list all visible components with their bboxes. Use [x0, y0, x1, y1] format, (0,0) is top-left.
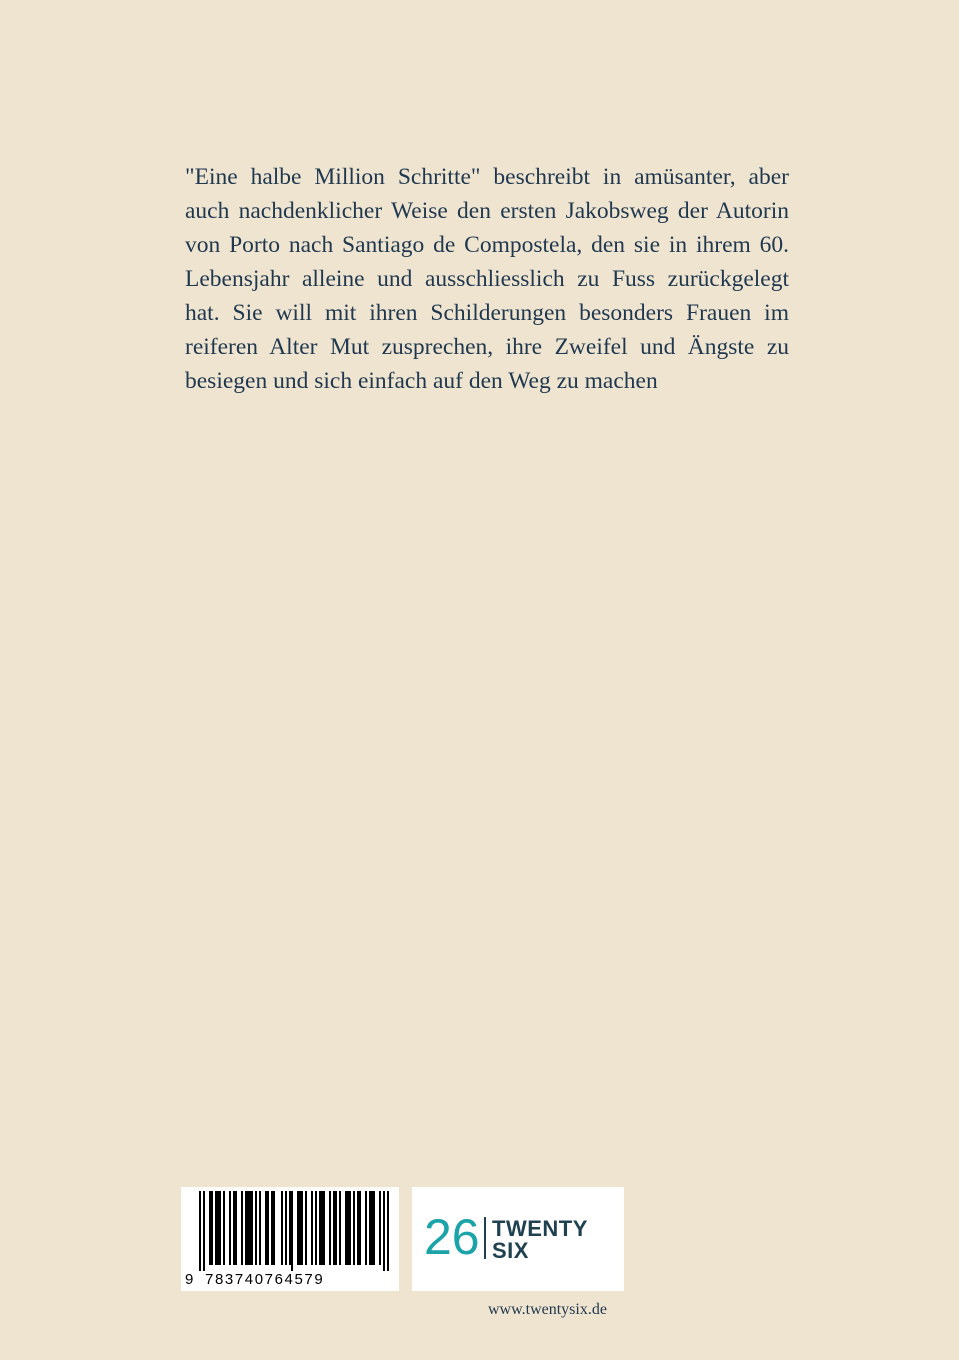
barcode-bar [209, 1191, 211, 1265]
barcode-bar [217, 1191, 219, 1265]
barcode-bar [271, 1191, 273, 1265]
logo-number: 26 [424, 1209, 480, 1265]
barcode-bar [215, 1191, 217, 1265]
barcode-bar [199, 1191, 201, 1271]
logo-divider [484, 1217, 486, 1259]
barcode-bar [259, 1191, 261, 1265]
barcode-bar [223, 1191, 225, 1265]
barcode-bar [281, 1191, 283, 1265]
barcode-bar [297, 1191, 299, 1265]
barcode-bar [387, 1191, 389, 1271]
barcode-bar [265, 1191, 267, 1265]
barcode-bar [203, 1191, 205, 1271]
barcode-bar [211, 1191, 213, 1265]
barcode-bar [301, 1191, 303, 1265]
barcode-bar [329, 1191, 331, 1265]
barcode-bar [235, 1191, 237, 1265]
barcode-bar [249, 1191, 251, 1265]
isbn-remaining-digits: 783740764579 [205, 1271, 325, 1288]
barcode-bar [219, 1191, 221, 1265]
barcode-bar [359, 1191, 361, 1265]
barcode-bar [373, 1191, 375, 1265]
logo-word-twenty: TWENTY [492, 1216, 588, 1241]
barcode-bar [383, 1191, 385, 1271]
publisher-website: www.twentysix.de [488, 1301, 607, 1318]
publisher-logo [412, 1187, 624, 1291]
barcode-bar [333, 1191, 335, 1265]
back-cover-blurb: "Eine halbe Million Schritte" beschreibt in amüsanter, aber auch nachdenklicher Weise den ersten Jakobsweg der Autorin von Porto nach Santiago de Compostela, den sie in ihrem 60. Lebensjahr alleine und ausschliesslich zu Fuss zurückgelegt hat. Sie will mit ihren Schilderungen besonders Frauen im reiferen Alter Mut zusprechen, ihre Zweifel und Ängste zu besiegen und sich einfach auf den Weg zu machen [185, 164, 789, 394]
barcode-bar [339, 1191, 341, 1265]
isbn-number [181, 1271, 399, 1289]
barcode-bar [349, 1191, 351, 1265]
barcode-bars [181, 1187, 399, 1271]
barcode-bar [369, 1191, 371, 1265]
barcode-bar [247, 1191, 249, 1265]
barcode-bar [315, 1191, 317, 1265]
barcode-bar [347, 1191, 349, 1265]
barcode-bar [267, 1191, 269, 1265]
barcode-bar [251, 1191, 253, 1265]
barcode-bar [345, 1191, 347, 1265]
isbn-first-digit: 9 [185, 1271, 195, 1288]
barcode-bar [305, 1191, 307, 1265]
barcode-bar [229, 1191, 231, 1265]
barcode-bar [245, 1191, 247, 1265]
barcode-bar [299, 1191, 301, 1265]
barcode-bar [335, 1191, 337, 1265]
barcode-bar [289, 1191, 291, 1265]
barcode-bar [241, 1191, 243, 1265]
barcode-bar [291, 1191, 293, 1271]
barcode-bar [371, 1191, 373, 1265]
barcode-bar [357, 1191, 359, 1265]
barcode-bar [255, 1191, 257, 1265]
isbn-barcode [181, 1187, 399, 1291]
barcode-bar [319, 1191, 321, 1265]
barcode-bar [233, 1191, 235, 1265]
barcode-bar [285, 1191, 287, 1265]
barcode-bar [321, 1191, 323, 1265]
barcode-bar [273, 1191, 275, 1265]
barcode-bar [311, 1191, 313, 1265]
barcode-bar [379, 1191, 381, 1265]
logo-word-six: SIX [492, 1238, 529, 1263]
barcode-bar [323, 1191, 325, 1265]
barcode-bar [353, 1191, 355, 1265]
barcode-bar [365, 1191, 367, 1265]
